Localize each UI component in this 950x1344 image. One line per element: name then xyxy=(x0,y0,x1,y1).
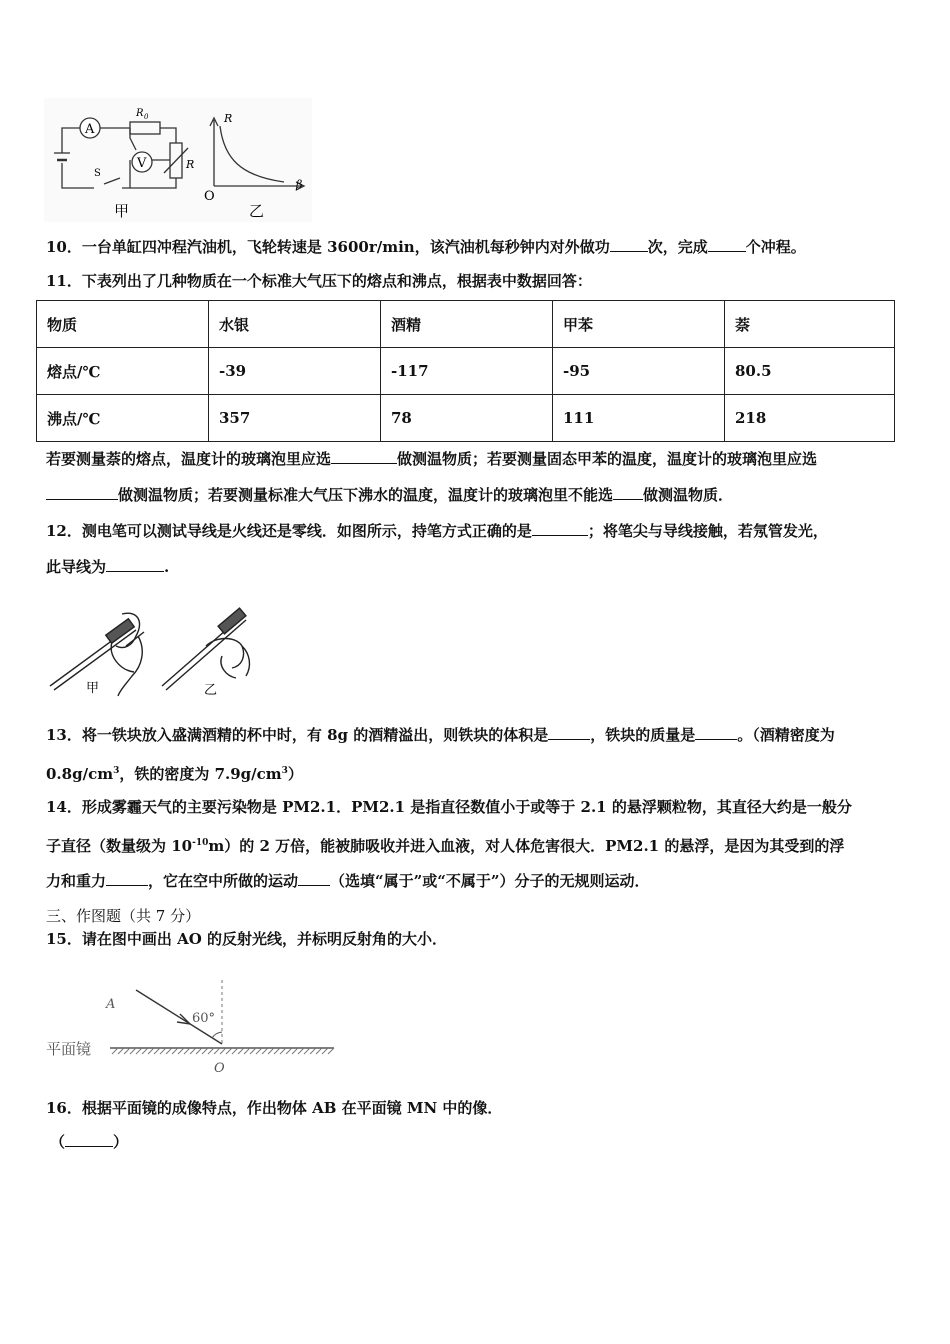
question-13-line-1 xyxy=(46,724,835,746)
q14-line3-a: 力和重力 xyxy=(46,872,107,890)
q12-blank-2 xyxy=(106,557,164,572)
graph-r-label: R xyxy=(224,112,233,125)
q12-line1-a: 12．测电笔可以测试导线是火线还是零线．如图所示，持笔方式正确的是 xyxy=(46,522,532,540)
table-cell: 物质 xyxy=(37,301,209,348)
table-row xyxy=(37,395,895,442)
pencil-yi xyxy=(162,608,249,690)
test-pencil-figure xyxy=(46,606,256,698)
graph-beta-label: β xyxy=(296,178,303,191)
pencil-caption-jia: 甲 xyxy=(86,681,100,696)
q11-blank-3 xyxy=(613,485,643,500)
q13-line1-c: 。（酒精密度为 xyxy=(737,726,835,744)
table-cell: 熔点/℃ xyxy=(37,348,209,395)
question-13-line-2 xyxy=(46,760,303,785)
question-10 xyxy=(46,236,806,258)
q14-sup: -10 xyxy=(192,838,209,848)
table-cell: 78 xyxy=(381,395,553,442)
q16-paren-close: ） xyxy=(113,1133,129,1151)
r0-label: R xyxy=(136,108,144,119)
q12-line1-b: ；将笔尖与导线接触，若氖管发光， xyxy=(587,522,828,540)
question-16: 16．根据平面镜的成像特点，作出物体 AB 在平面镜 MN 中的像． xyxy=(46,1099,503,1117)
r0-sub: 0 xyxy=(144,113,149,121)
q13-line2-c: ） xyxy=(287,765,303,783)
point-a-label: A xyxy=(106,997,116,1012)
q14-blank-2 xyxy=(298,871,330,886)
q12-blank-1 xyxy=(532,521,588,536)
circuit-and-graph-figure xyxy=(44,98,314,224)
q11-line1-b: 做测温物质；若要测量固态甲苯的温度，温度计的玻璃泡里应选 xyxy=(397,450,818,468)
q11-blank-1 xyxy=(331,449,397,464)
point-o-label: O xyxy=(214,1061,225,1076)
q14-line3-b: ，它在空中所做的运动 xyxy=(148,872,299,890)
question-15: 15．请在图中画出 AO 的反射光线，并标明反射角的大小． xyxy=(46,930,448,948)
q12-line2-a: 此导线为 xyxy=(46,558,107,576)
q13-line2-b: ，铁的密度为 7.9g/cm xyxy=(119,765,282,783)
q10-blank-1 xyxy=(610,237,648,252)
table-cell: 111 xyxy=(553,395,725,442)
q14-line2-b: m）的 2 万倍，能被肺吸收并进入血液，对人体危害很大．PM2.1 的悬浮，是因为其受到的浮 xyxy=(208,837,845,855)
question-11-line-1 xyxy=(46,448,817,470)
q10-blank-2 xyxy=(708,237,746,252)
ammeter-label: A xyxy=(85,122,95,137)
q14-line3-c: （选填“属于”或“不属于”）分子的无规则运动． xyxy=(330,872,650,890)
q10-text-b: 次，完成 xyxy=(647,238,708,256)
table-row xyxy=(37,348,895,395)
q10-text-c: 个冲程。 xyxy=(745,238,806,256)
graph-origin-label: O xyxy=(204,189,215,204)
q13-blank-2 xyxy=(695,725,737,740)
voltmeter-label: V xyxy=(137,156,147,171)
table-cell: 酒精 xyxy=(381,301,553,348)
q16-blank xyxy=(65,1132,113,1147)
q11-line1-a: 若要测量萘的熔点，温度计的玻璃泡里应选 xyxy=(46,450,332,468)
q13-blank-1 xyxy=(548,725,590,740)
table-cell: 甲苯 xyxy=(553,301,725,348)
pencil-caption-yi: 乙 xyxy=(204,683,218,698)
question-12-line-1 xyxy=(46,520,828,542)
question-11-line-2 xyxy=(46,484,733,506)
question-11-intro: 11．下表列出了几种物质在一个标准大气压下的熔点和沸点，根据表中数据回答： xyxy=(46,272,592,290)
q11-line2-b: 做测温物质． xyxy=(643,486,734,504)
question-16-answer xyxy=(50,1131,128,1153)
table-cell: -39 xyxy=(209,348,381,395)
melting-boiling-table xyxy=(36,300,895,442)
mirror-hatching xyxy=(112,1048,334,1054)
table-cell: 沸点/℃ xyxy=(37,395,209,442)
q13-sup-1: 3 xyxy=(113,766,120,776)
q13-line1-b: ，铁块的质量是 xyxy=(590,726,696,744)
table-cell: 218 xyxy=(725,395,895,442)
caption-yi: 乙 xyxy=(249,202,265,220)
table-cell: 80.5 xyxy=(725,348,895,395)
question-14-line-3 xyxy=(46,870,650,892)
table-cell: 水银 xyxy=(209,301,381,348)
question-12-line-2 xyxy=(46,556,169,578)
q16-paren-open: （ xyxy=(50,1133,66,1151)
q14-line2-a: 子直径（数量级为 10 xyxy=(46,837,193,855)
question-14-line-1: 14．形成雾霾天气的主要污染物是 PM2.1．PM2.1 是指直径数值小于或等于 2.1 的悬浮颗粒物，其直径大约是一般分 xyxy=(46,798,852,816)
angle-label: 60° xyxy=(192,1011,216,1026)
reflection-figure xyxy=(44,976,340,1076)
table-cell: 357 xyxy=(209,395,381,442)
table-header-row xyxy=(37,301,895,348)
q13-line1-a: 13．将一铁块放入盛满酒精的杯中时，有 8g 的酒精溢出，则铁块的体积是 xyxy=(46,726,549,744)
rheostat-label: R xyxy=(186,158,195,171)
table-cell: 萘 xyxy=(725,301,895,348)
q14-blank-1 xyxy=(106,871,148,886)
caption-jia: 甲 xyxy=(114,202,130,220)
q11-blank-2 xyxy=(46,485,118,500)
table-cell: -95 xyxy=(553,348,725,395)
section-title: 三、作图题（共 7 分） xyxy=(46,907,201,925)
mirror-label: 平面镜 xyxy=(46,1040,92,1058)
switch-label: S xyxy=(94,168,101,179)
q11-line2-a: 做测温物质；若要测量标准大气压下沸水的温度，温度计的玻璃泡里不能选 xyxy=(118,486,614,504)
q10-text-a: 10．一台单缸四冲程汽油机，飞轮转速是 3600r/min，该汽油机每秒钟内对外做功 xyxy=(46,238,610,256)
question-14-line-2 xyxy=(46,832,844,857)
table-cell: -117 xyxy=(381,348,553,395)
q13-line2-a: 0.8g/cm xyxy=(46,765,114,783)
angle-arc xyxy=(212,1032,222,1038)
q12-line2-b: . xyxy=(164,558,170,576)
q13-sup-2: 3 xyxy=(281,766,288,776)
